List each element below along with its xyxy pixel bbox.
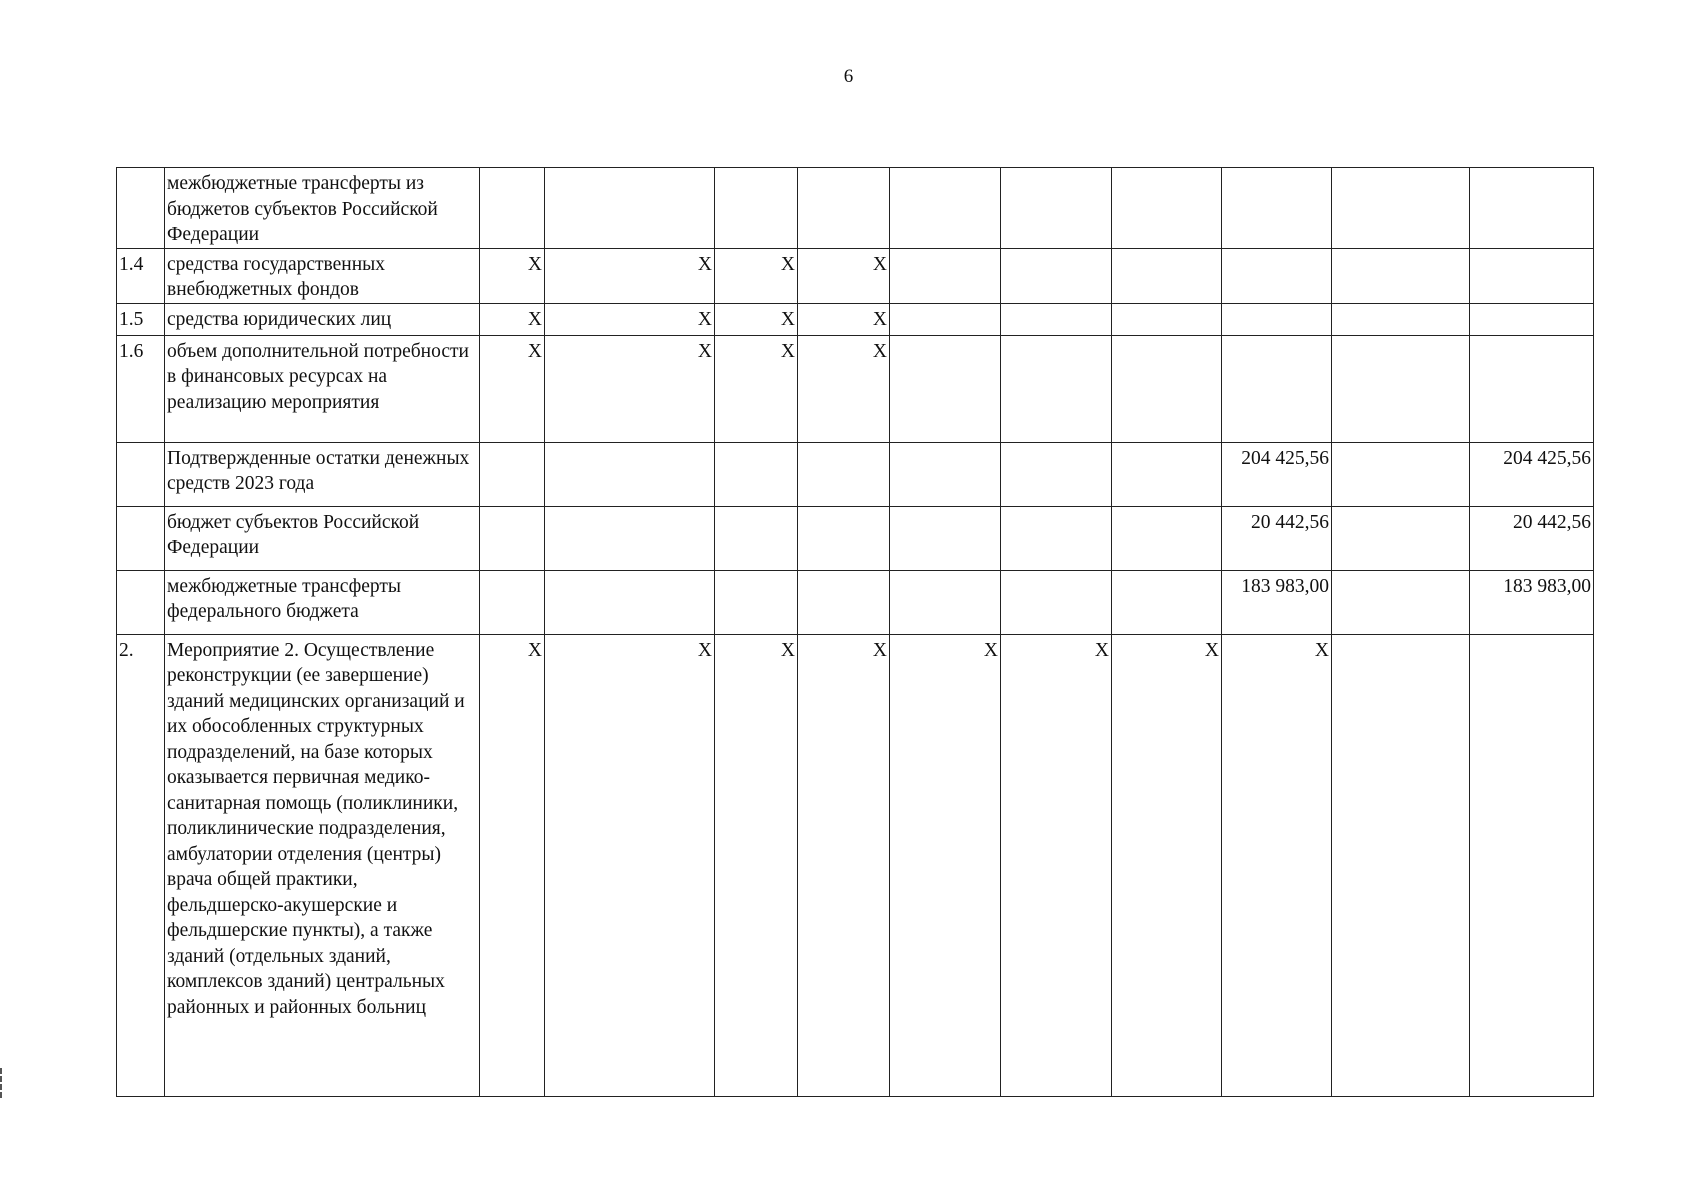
value-cell (890, 570, 1001, 634)
value-cell (545, 506, 715, 570)
value-cell (1332, 506, 1470, 570)
value-cell (545, 442, 715, 506)
row-number (117, 168, 165, 249)
value-cell: 204 425,56 (1222, 442, 1332, 506)
value-cell (798, 168, 890, 249)
value-cell (715, 442, 798, 506)
value-cell (890, 442, 1001, 506)
not-applicable-mark: X (715, 248, 798, 303)
table-row (117, 634, 1594, 1096)
row-number: 1.5 (117, 303, 165, 335)
value-cell (1332, 570, 1470, 634)
value-cell: 20 442,56 (1222, 506, 1332, 570)
not-applicable-mark: X (480, 634, 545, 1096)
value-cell (1112, 335, 1222, 442)
value-cell (1470, 248, 1594, 303)
not-applicable-mark: X (798, 303, 890, 335)
table-row (117, 303, 1594, 335)
value-cell: 183 983,00 (1222, 570, 1332, 634)
value-cell (1001, 335, 1112, 442)
not-applicable-mark: X (545, 634, 715, 1096)
row-number (117, 506, 165, 570)
value-cell (480, 570, 545, 634)
budget-table (116, 167, 1594, 1097)
row-name: межбюджетные трансферты федерального бюджета (165, 570, 480, 634)
not-applicable-mark: X (890, 634, 1001, 1096)
value-cell (1112, 506, 1222, 570)
value-cell (798, 570, 890, 634)
value-cell (1332, 248, 1470, 303)
value-cell (890, 335, 1001, 442)
value-cell (1112, 570, 1222, 634)
value-cell (1332, 442, 1470, 506)
not-applicable-mark: X (545, 303, 715, 335)
value-cell (715, 506, 798, 570)
value-cell (1001, 506, 1112, 570)
table-row (117, 248, 1594, 303)
value-cell (1001, 168, 1112, 249)
not-applicable-mark: X (480, 335, 545, 442)
table-row (117, 335, 1594, 442)
value-cell: 204 425,56 (1470, 442, 1594, 506)
value-cell (1112, 442, 1222, 506)
value-cell (1222, 335, 1332, 442)
value-cell (798, 442, 890, 506)
not-applicable-mark: X (480, 303, 545, 335)
not-applicable-mark: X (715, 335, 798, 442)
value-cell (890, 506, 1001, 570)
not-applicable-mark: X (715, 303, 798, 335)
value-cell (1001, 248, 1112, 303)
table-row (117, 506, 1594, 570)
row-name: бюджет субъектов Российской Федерации (165, 506, 480, 570)
not-applicable-mark: X (1001, 634, 1112, 1096)
value-cell (1222, 248, 1332, 303)
value-cell (1470, 335, 1594, 442)
value-cell (1112, 248, 1222, 303)
value-cell (1470, 634, 1594, 1096)
value-cell (1332, 303, 1470, 335)
row-name: средства юридических лиц (165, 303, 480, 335)
value-cell (1112, 303, 1222, 335)
table-row (117, 442, 1594, 506)
value-cell (890, 168, 1001, 249)
value-cell (1332, 634, 1470, 1096)
value-cell (1470, 303, 1594, 335)
value-cell (480, 442, 545, 506)
value-cell (1222, 303, 1332, 335)
row-name: межбюджетные трансферты из бюджетов субъектов Российской Федерации (165, 168, 480, 249)
page-number: 6 (843, 66, 854, 87)
value-cell (715, 168, 798, 249)
row-number (117, 570, 165, 634)
value-cell (798, 506, 890, 570)
row-name: объем дополнительной потребности в финансовых ресурсах на реализацию мероприятия (165, 335, 480, 442)
value-cell (480, 168, 545, 249)
margin-marks (0, 1068, 8, 1098)
value-cell (545, 570, 715, 634)
value-cell (1332, 168, 1470, 249)
value-cell: 20 442,56 (1470, 506, 1594, 570)
not-applicable-mark: X (545, 335, 715, 442)
value-cell (1222, 168, 1332, 249)
value-cell (545, 168, 715, 249)
row-number: 1.6 (117, 335, 165, 442)
value-cell: 183 983,00 (1470, 570, 1594, 634)
row-name: Мероприятие 2. Осуществление реконструкции (ее завершение) зданий медицинских организаций и их обособленных структурных подразделений, на базе которых оказывается первичная медико-санитарная помощь (поликлиники, поликлинические подразделения, амбулатории отделения (центры) врача общей практики, фельдшерско-акушерские и фельдшерские пункты), а также зданий (отдельных зданий, комплексов зданий) центральных районных и районных больниц (165, 634, 480, 1096)
not-applicable-mark: X (1112, 634, 1222, 1096)
value-cell (1001, 303, 1112, 335)
value-cell (1112, 168, 1222, 249)
value-cell (890, 303, 1001, 335)
row-name: Подтвержденные остатки денежных средств 2023 года (165, 442, 480, 506)
value-cell (1001, 570, 1112, 634)
not-applicable-mark: X (545, 248, 715, 303)
row-number: 1.4 (117, 248, 165, 303)
not-applicable-mark: X (798, 335, 890, 442)
not-applicable-mark: X (798, 248, 890, 303)
value-cell (1470, 168, 1594, 249)
table-row (117, 570, 1594, 634)
value-cell (1332, 335, 1470, 442)
value-cell (480, 506, 545, 570)
value-cell (715, 570, 798, 634)
value-cell (1001, 442, 1112, 506)
row-number (117, 442, 165, 506)
row-number: 2. (117, 634, 165, 1096)
row-name: средства государственных внебюджетных фондов (165, 248, 480, 303)
not-applicable-mark: X (798, 634, 890, 1096)
not-applicable-mark: X (715, 634, 798, 1096)
not-applicable-mark: X (1222, 634, 1332, 1096)
table-row (117, 168, 1594, 249)
not-applicable-mark: X (480, 248, 545, 303)
value-cell (890, 248, 1001, 303)
